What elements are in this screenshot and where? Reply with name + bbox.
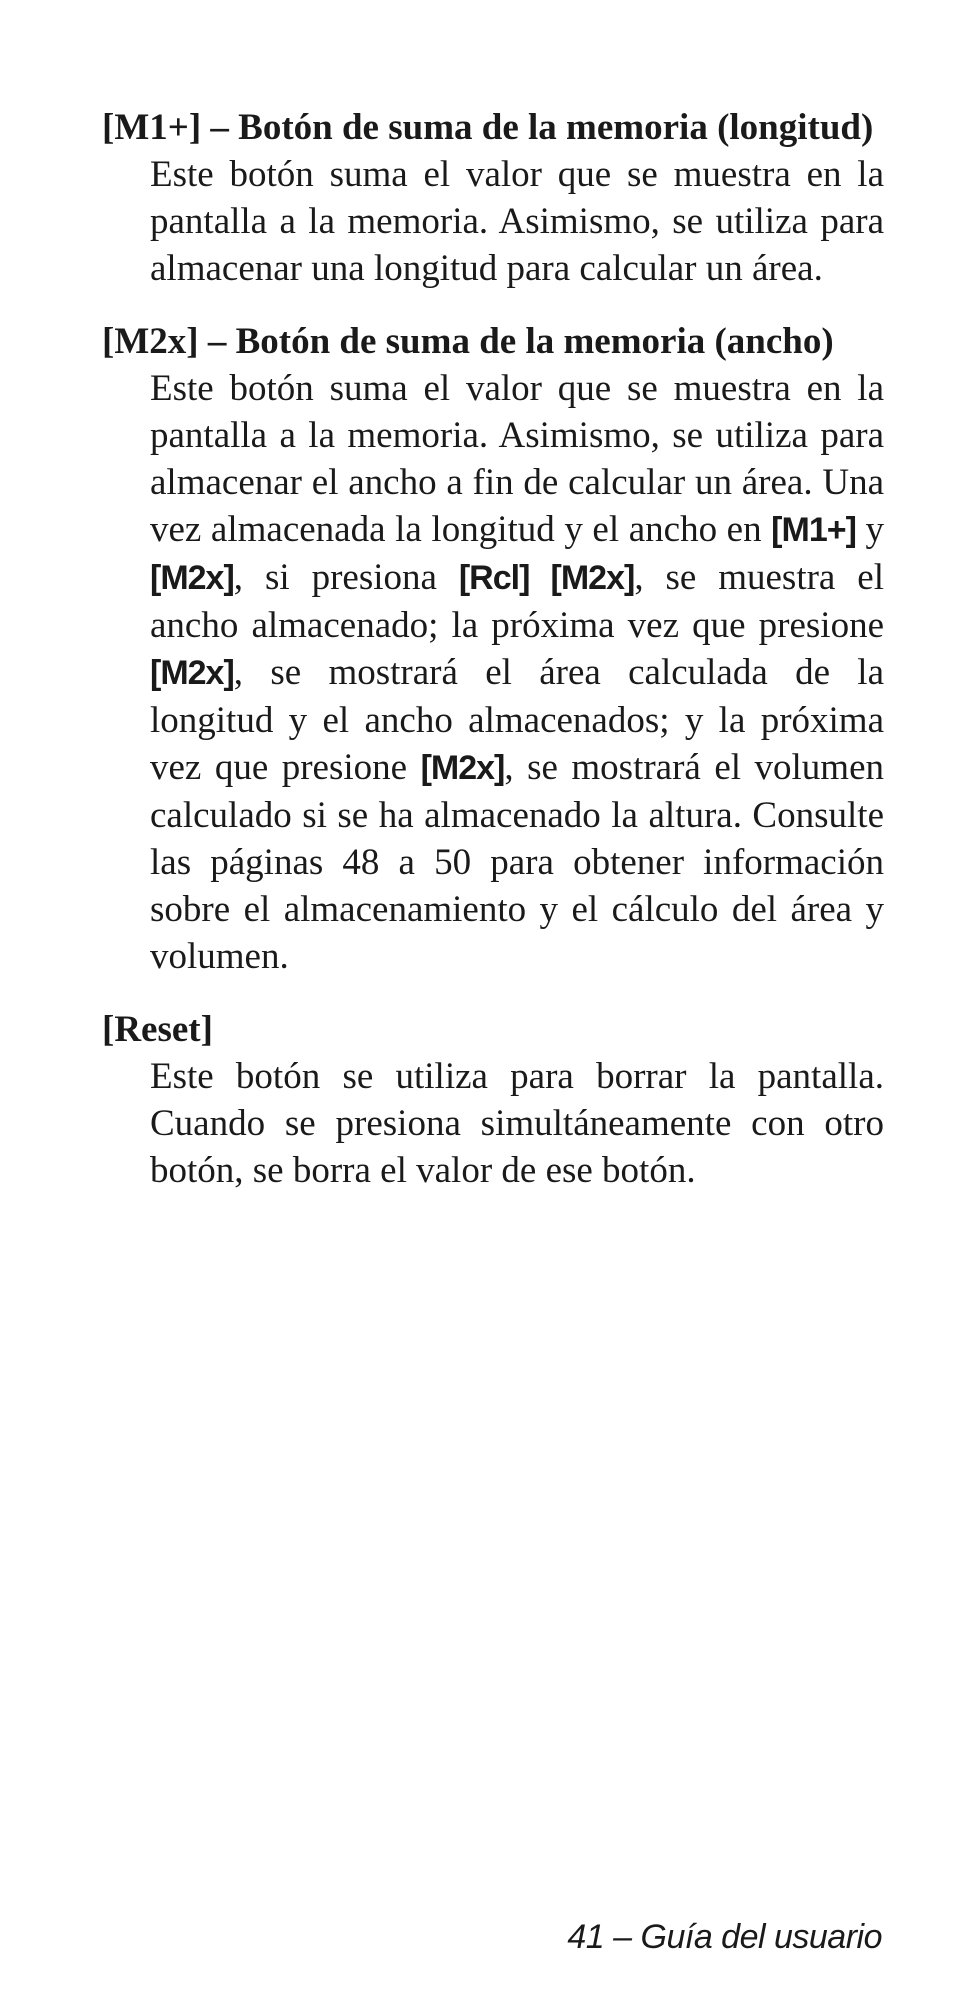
key-label-m2x: [M2x] [150, 654, 234, 692]
section-body [102, 365, 884, 980]
section-heading: [Reset] [102, 1009, 213, 1050]
page-footer: 41 – Guía del usuario [567, 1918, 882, 1956]
key-label-m1-plus: [M1+] [771, 511, 856, 549]
section-m1-plus [102, 104, 884, 292]
section-body: Este botón suma el valor que se muestra en la pantalla a la memoria. Asimismo, se utiliza para almacenar una longitud para calcular un área. [150, 154, 884, 289]
key-label-m2x: [M2x] [420, 749, 505, 787]
body-text: , si presiona [233, 557, 459, 598]
body-text: , se mostrará el volumen calculado si se ha almacenado la altura. Consulte las páginas 48 a 50 para obtener información sobre el almacenamiento y el cálculo del área y volumen. [150, 747, 884, 977]
section-heading: [M2x] – Botón de suma de la memoria (ancho) [102, 321, 834, 362]
key-label-m2x: [M2x] [150, 559, 234, 597]
body-text: , se muestra el ancho almacenado; la próxima vez que presione [150, 557, 884, 646]
body-text: y [855, 509, 884, 550]
section-heading: [M1+] – Botón de suma de la memoria (longitud) [102, 107, 874, 148]
key-label-rcl-m2x: [Rcl] [M2x] [458, 559, 635, 597]
body-text: Este botón suma el valor que se muestra en la pantalla a la memoria. Asimismo, se utiliza para almacenar el ancho a fin de calcular un área. Una vez almacenada la longitud y el ancho en [150, 368, 884, 550]
manual-page [102, 104, 884, 1220]
section-body: Este botón se utiliza para borrar la pantalla. Cuando se presiona simultáneamente con otro botón, se borra el valor de ese botón. [150, 1056, 884, 1191]
section-m2x [102, 318, 884, 980]
body-text: , se mostrará el área calculada de la longitud y el ancho almacenados; y la próxima vez que presione [150, 652, 884, 788]
section-reset [102, 1006, 884, 1194]
